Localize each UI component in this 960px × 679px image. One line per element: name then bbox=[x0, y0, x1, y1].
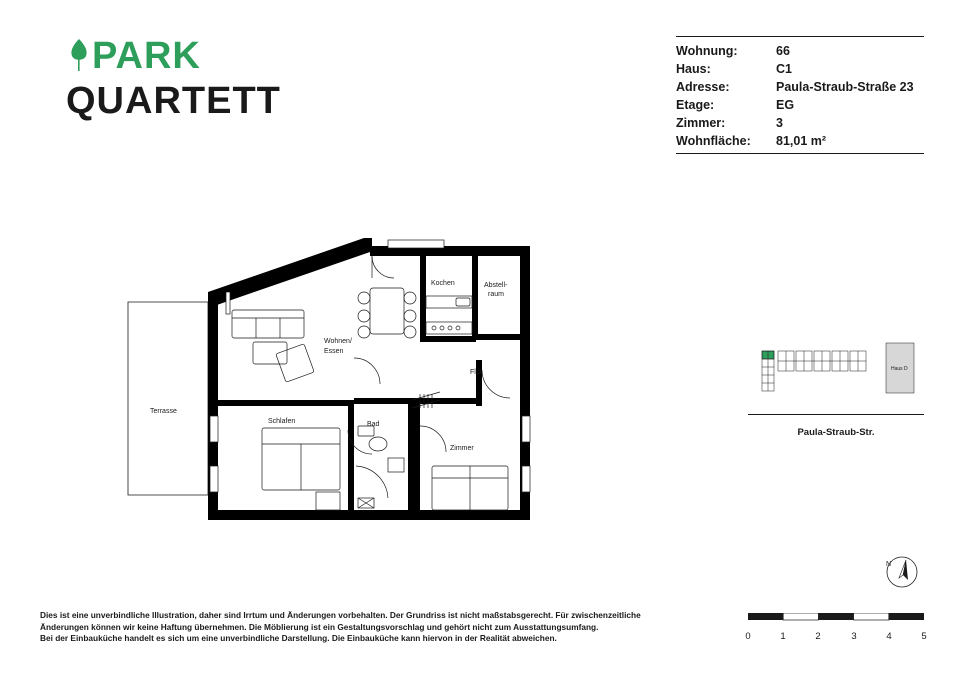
scale-bar-labels bbox=[745, 631, 927, 645]
info-value-wohnung: 66 bbox=[776, 44, 790, 58]
street-label: Paula-Straub-Str. bbox=[797, 427, 875, 438]
room-label-essen: Essen bbox=[324, 348, 344, 355]
info-row-zimmer bbox=[676, 114, 924, 132]
info-label-adresse: Adresse: bbox=[676, 80, 730, 94]
disclaimer-text bbox=[40, 610, 700, 645]
scale-tick-4: 4 bbox=[886, 631, 892, 642]
scale-bar bbox=[745, 610, 927, 645]
info-row-adresse bbox=[676, 78, 924, 96]
room-label-kochen: Kochen bbox=[431, 280, 455, 287]
scale-tick-1: 1 bbox=[780, 631, 786, 642]
site-label-haus-d: Haus D bbox=[891, 366, 908, 372]
scale-tick-5: 5 bbox=[921, 631, 927, 642]
room-label-flur: Flur bbox=[470, 369, 483, 376]
info-label-zimmer: Zimmer: bbox=[676, 116, 726, 130]
brand-logo bbox=[66, 35, 281, 128]
room-label-bad: Bad bbox=[367, 421, 380, 428]
info-row-wohnflaeche bbox=[676, 132, 924, 150]
info-label-etage: Etage: bbox=[676, 98, 715, 112]
info-value-adresse: Paula-Straub-Straße 23 bbox=[776, 80, 914, 94]
scale-bar-graphic bbox=[748, 613, 924, 623]
disclaimer-line-2: Änderungen können wir keine Haftung übernehmen. Die Möblierung ist ein Gestaltungsvorschlag und gehört nicht zum Ausstattungsumfang. bbox=[40, 621, 599, 632]
disclaimer-line-1: Dies ist eine unverbindliche Illustration, daher sind Irrtum und Änderungen vorbehalten. Der Grundriss ist nicht maßstabsgerecht. Für zwischenzeitliche bbox=[40, 610, 641, 620]
floor-plan-drawing bbox=[120, 230, 640, 530]
floor-plan bbox=[120, 230, 640, 530]
room-labels bbox=[150, 280, 508, 452]
room-label-zimmer: Zimmer bbox=[450, 445, 474, 452]
room-label-raum: raum bbox=[488, 291, 504, 298]
room-label-wohnen: Wohnen/ bbox=[324, 338, 352, 345]
info-value-wohnflaeche: 81,01 m² bbox=[776, 134, 827, 148]
site-block-haus-d bbox=[886, 343, 914, 393]
info-value-etage: EG bbox=[776, 98, 795, 112]
terrace-outline bbox=[128, 302, 208, 495]
disclaimer-line-3: Bei der Einbauküche handelt es sich um eine unverbindliche Darstellung. Die Einbauküche kann hiervon in der Realität abweichen. bbox=[40, 633, 557, 644]
room-label-schlafen: Schlafen bbox=[268, 418, 296, 425]
info-row-wohnung bbox=[676, 42, 924, 60]
site-map-drawing bbox=[748, 335, 928, 415]
info-label-wohnung: Wohnung: bbox=[676, 44, 738, 58]
scale-tick-0: 0 bbox=[745, 631, 751, 642]
info-value-zimmer: 3 bbox=[776, 116, 783, 130]
info-row-haus bbox=[676, 60, 924, 78]
tree-icon bbox=[66, 38, 92, 72]
info-bottom-rule bbox=[676, 153, 924, 154]
compass-north-label: N bbox=[886, 561, 892, 568]
site-block-row bbox=[778, 351, 866, 371]
room-label-abstell: Abstell- bbox=[484, 282, 508, 289]
compass-icon bbox=[884, 554, 920, 590]
site-map-rule bbox=[748, 414, 924, 415]
logo-quartett-text: QUARTETT bbox=[66, 80, 281, 122]
info-value-haus: C1 bbox=[776, 62, 792, 76]
info-row-etage bbox=[676, 96, 924, 114]
scale-tick-2: 2 bbox=[815, 631, 821, 642]
info-label-wohnflaeche: Wohnfläche: bbox=[676, 134, 751, 148]
logo-park-text: PARK bbox=[92, 35, 201, 77]
apartment-info-table bbox=[676, 36, 924, 154]
room-label-terrasse: Terrasse bbox=[150, 408, 177, 415]
info-label-haus: Haus: bbox=[676, 62, 711, 76]
scale-tick-3: 3 bbox=[851, 631, 857, 642]
